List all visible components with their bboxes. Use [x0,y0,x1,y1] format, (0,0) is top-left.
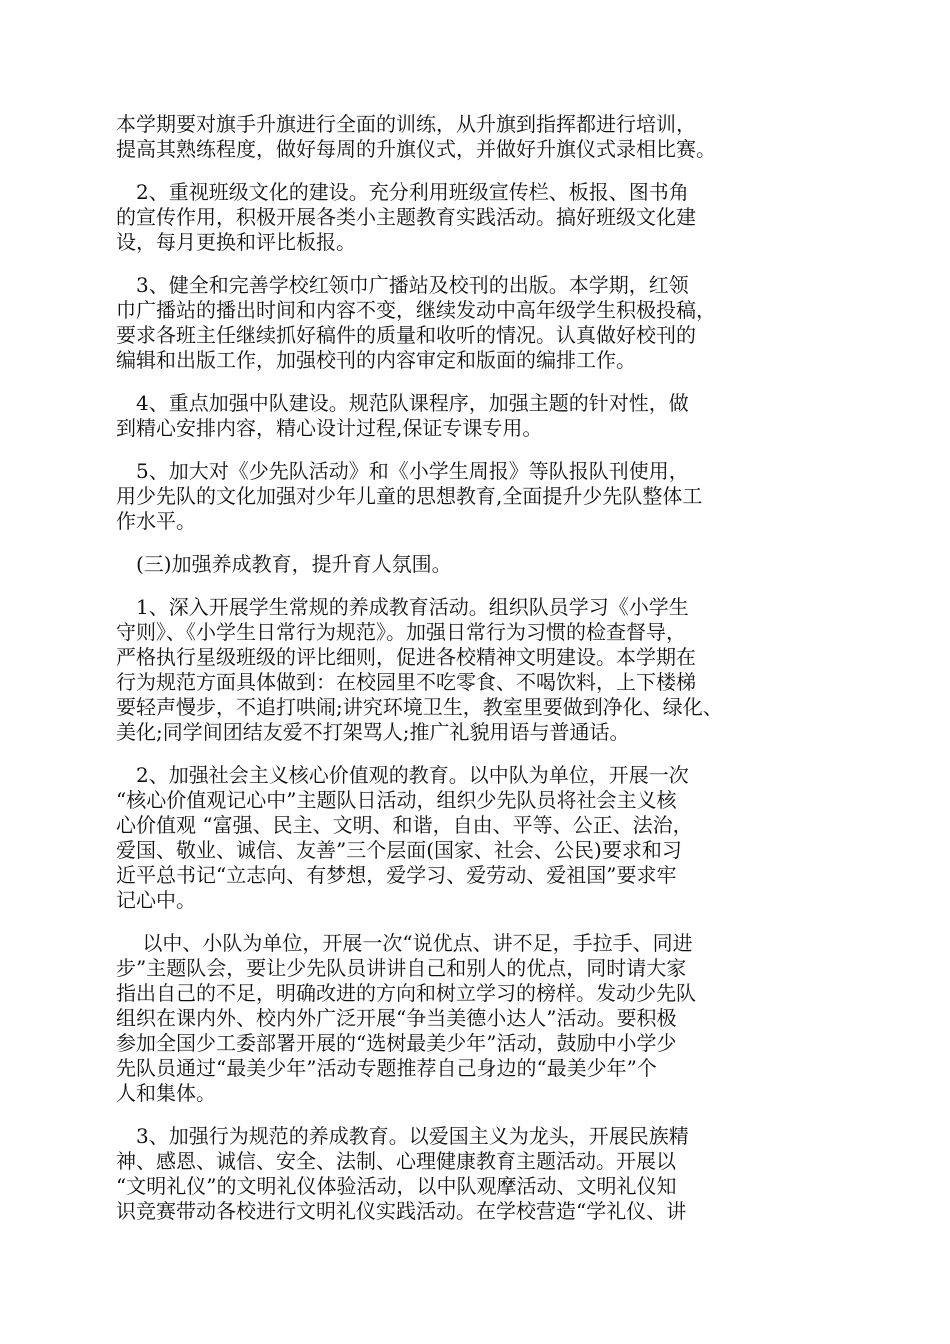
text-line: 3、健全和完善学校红领巾广播站及校刊的出版。本学期，红领 [116,273,689,297]
text-line: 记心中。 [116,888,196,912]
text-line: 步”主题队会，要让少先队员讲讲自己和别人的优点，同时请大家 [116,956,687,980]
paragraph [116,391,846,441]
text-line: 守则》、《小学生日常行为规范》。加强日常行为习惯的检查督导， [116,620,686,644]
text-line: 参加全国少工委部署开展的“选树最美少年”活动，鼓励中小学少 [116,1031,677,1055]
text-line: 以中、小队为单位，开展一次“说优点、讲不足，手拉手、同进 [116,931,693,955]
text-line: 要求各班主任继续抓好稿件的质量和收听的情况。认真做好校刊的 [116,323,696,347]
text-line: 组织在课内外、校内外广泛开展“争当美德小达人”活动。要积极 [116,1006,677,1030]
text-line: 作水平。 [116,509,196,533]
paragraph [116,273,846,373]
text-line: (三)加强养成教育，提升育人氛围。 [116,552,452,576]
text-line: 2、重视班级文化的建设。充分利用班级宣传栏、板报、图书角 [116,180,689,204]
text-line: 编辑和出版工作，加强校刊的内容审定和版面的编排工作。 [116,348,636,372]
text-line: 识竞赛带动各校进行文明礼仪实践活动。在学校营造“学礼仪、讲 [116,1199,687,1223]
text-line: 心价值观 “富强、民主、文明、和谐，自由、平等、公正、法治， [116,813,693,837]
text-line: 提高其熟练程度，做好每周的升旗仪式，并做好升旗仪式录相比赛。 [116,137,716,161]
text-line: 3、加强行为规范的养成教育。以爱国主义为龙头，开展民族精 [116,1124,689,1148]
text-line: 用少先队的文化加强对少年儿童的思想教育,全面提升少先队整体工 [116,484,703,508]
text-line: 先队员通过“最美少年”活动专题推荐自己身边的“最美少年”个 [116,1056,657,1080]
text-line: 5、加大对《少先队活动》和《小学生周报》等队报队刊使用， [116,459,689,483]
text-line: 指出自己的不足，明确改进的方向和树立学习的榜样。发动少先队 [116,981,696,1005]
paragraph [116,595,846,745]
text-line: 1、深入开展学生常规的养成教育活动。组织队员学习《小学生 [116,595,689,619]
paragraph [116,112,846,162]
text-line: 要轻声慢步，不追打哄闹;讲究环境卫生，教室里要做到净化、绿化、 [116,695,723,719]
text-line: 到精心安排内容，精心设计过程,保证专课专用。 [116,416,543,440]
paragraph [116,180,846,255]
text-line: 4、重点加强中队建设。规范队课程序，加强主题的针对性，做 [116,391,689,415]
paragraph [116,459,846,534]
text-line: 美化;同学间团结友爱不打架骂人;推广礼貌用语与普通话。 [116,720,630,744]
text-line: 行为规范方面具体做到：在校园里不吃零食、不喝饮料，上下楼梯 [116,670,696,694]
paragraph [116,552,846,577]
text-line: “核心价值观记心中”主题队日活动，组织少先队员将社会主义核 [116,788,677,812]
paragraph [116,1124,846,1224]
text-line: 巾广播站的播出时间和内容不变，继续发动中高年级学生积极投稿， [116,298,716,322]
text-line: 的宣传作用，积极开展各类小主题教育实践活动。搞好班级文化建 [116,205,696,229]
text-line: 神、感恩、诚信、安全、法制、心理健康教育主题活动。开展以 [116,1149,676,1173]
text-line: 设，每月更换和评比板报。 [116,230,356,254]
text-line: 严格执行星级班级的评比细则，促进各校精神文明建设。本学期在 [116,645,696,669]
paragraph [116,931,846,1106]
text-line: 2、加强社会主义核心价值观的教育。以中队为单位，开展一次 [116,763,689,787]
text-line: “文明礼仪”的文明礼仪体验活动，以中队观摩活动、文明礼仪知 [116,1174,677,1198]
text-line: 本学期要对旗手升旗进行全面的训练，从升旗到指挥都进行培训， [116,112,696,136]
text-line: 爱国、敬业、诚信、友善”三个层面(国家、社会、公民)要求和习 [116,838,682,862]
text-line: 近平总书记“立志向、有梦想，爱学习、爱劳动、爱祖国”要求牢 [116,863,677,887]
paragraph [116,763,846,913]
text-line: 人和集体。 [116,1081,216,1105]
document-page [116,112,846,1242]
